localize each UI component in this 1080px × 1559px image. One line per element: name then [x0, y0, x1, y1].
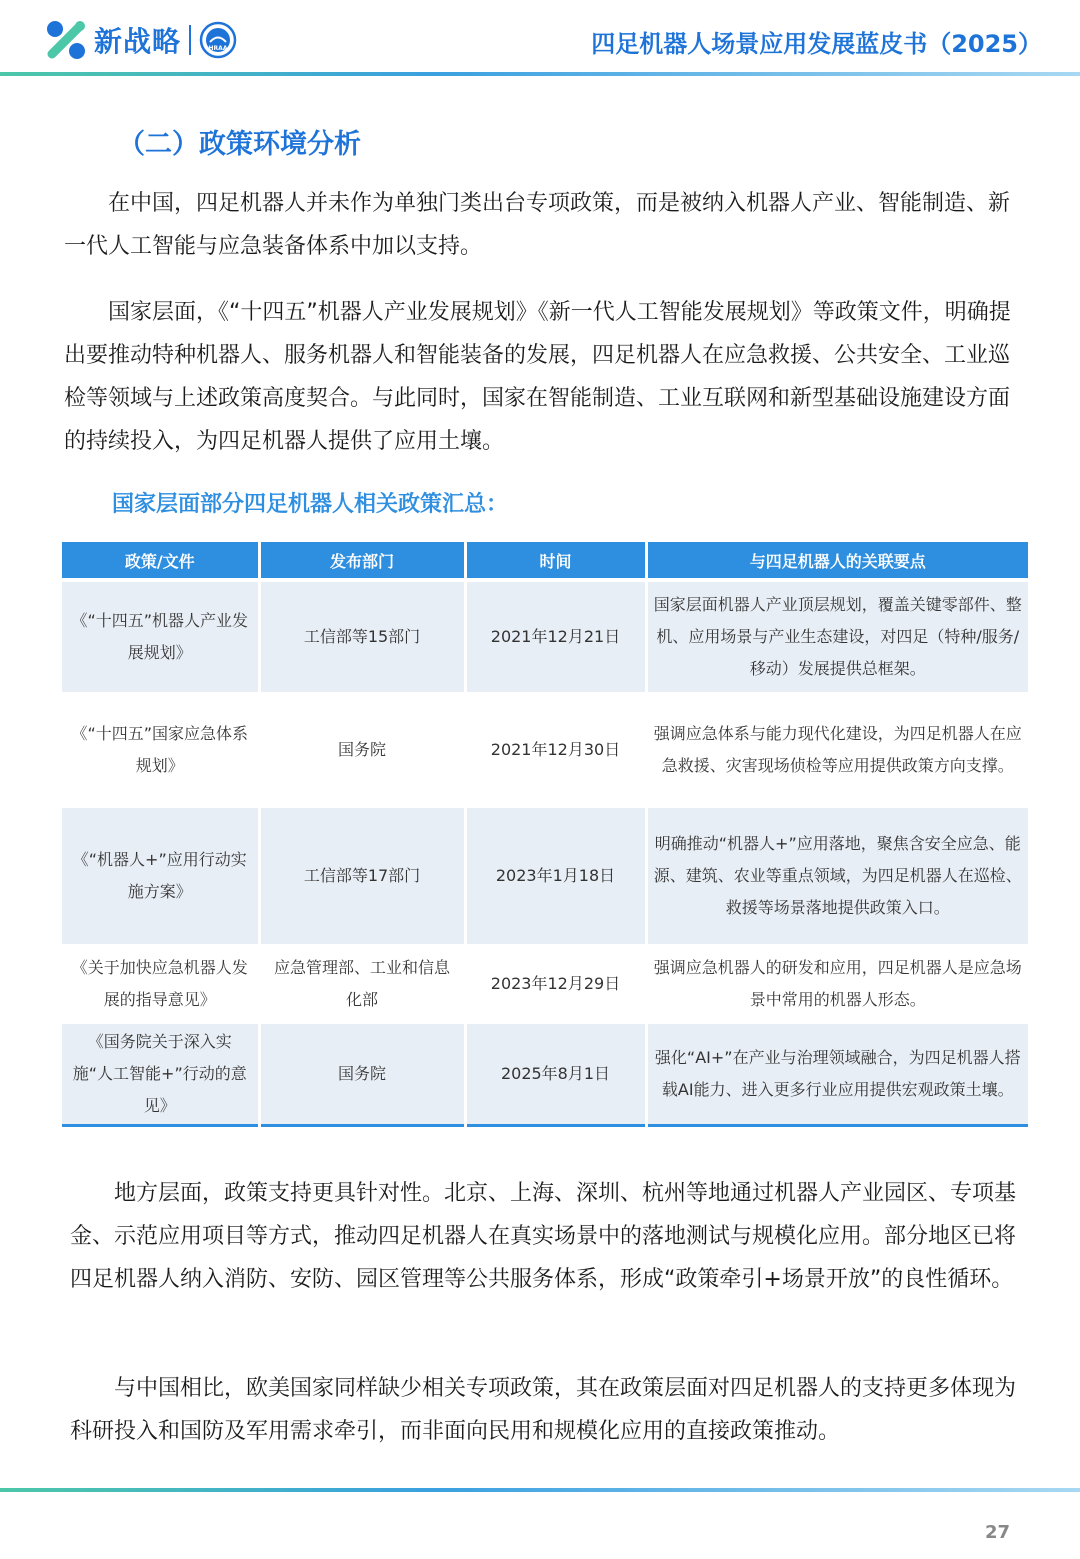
cell-relevance: 国家层面机器人产业顶层规划，覆盖关键零部件、整机、应用场景与产业生态建设，对四足（特种/服务/移动）发展提供总框架。	[646, 580, 1028, 694]
brand-name: 新战略	[94, 25, 182, 58]
brand-logo-icon	[44, 18, 88, 62]
paragraph-intro: 在中国，四足机器人并未作为单独门类出台专项政策，而是被纳入机器人产业、智能制造、新一代人工智能与应急装备体系中加以支持。	[64, 191, 1011, 259]
cell-date: 2023年1月18日	[465, 806, 646, 946]
column-header-relevance: 与四足机器人的关联要点	[646, 542, 1028, 580]
cell-department: 工信部等17部门	[259, 806, 465, 946]
cell-relevance: 强化“AI+”在产业与治理领域融合，为四足机器人搭载AI能力、进入更多行业应用提供宏观政策土壤。	[646, 1022, 1028, 1126]
column-header-date: 时间	[465, 542, 646, 580]
column-header-department: 发布部门	[259, 542, 465, 580]
badge-text: HRAA	[208, 45, 228, 52]
logo-divider	[189, 25, 191, 55]
column-header-policy: 政策/文件	[62, 542, 259, 580]
cell-department: 国务院	[259, 1022, 465, 1126]
brand-logo	[44, 18, 237, 62]
table-header-row	[62, 542, 1028, 580]
page-header	[0, 0, 1080, 80]
table-row	[62, 946, 1028, 1022]
paragraph-national: 国家层面，《“十四五”机器人产业发展规划》《新一代人工智能发展规划》等政策文件，明确提出要推动特种机器人、服务机器人和智能装备的发展，四足机器人在应急救援、公共安全、工业巡检等领域与上述政策高度契合。与此同时，国家在智能制造、工业互联网和新型基础设施建设方面的持续投入，为四足机器人提供了应用土壤。	[64, 300, 1011, 454]
table-row	[62, 1022, 1028, 1126]
cell-department: 国务院	[259, 694, 465, 806]
cell-policy: 《“机器人+”应用行动实施方案》	[62, 806, 259, 946]
page-number: 27	[984, 1522, 1010, 1543]
paragraph-international: 与中国相比，欧美国家同样缺少相关专项政策，其在政策层面对四足机器人的支持更多体现为科研投入和国防及军用需求牵引，而非面向民用和规模化应用的直接政策推动。	[70, 1376, 1017, 1444]
table-row	[62, 694, 1028, 806]
cell-date: 2021年12月21日	[465, 580, 646, 694]
table-row	[62, 806, 1028, 946]
cell-policy: 《“十四五”国家应急体系规划》	[62, 694, 259, 806]
header-divider	[0, 72, 1080, 76]
document-title: 四足机器人场景应用发展蓝皮书（2025）	[591, 30, 1042, 58]
cell-relevance: 强调应急机器人的研发和应用，四足机器人是应急场景中常用的机器人形态。	[646, 946, 1028, 1022]
paragraph-local: 地方层面，政策支持更具针对性。北京、上海、深圳、杭州等地通过机器人产业园区、专项基金、示范应用项目等方式，推动四足机器人在真实场景中的落地测试与规模化应用。部分地区已将四足机器人纳入消防、安防、园区管理等公共服务体系，形成“政策牵引+场景开放”的良性循环。	[70, 1181, 1017, 1292]
cell-relevance: 强调应急体系与能力现代化建设，为四足机器人在应急救援、灾害现场侦检等应用提供政策方向支撑。	[646, 694, 1028, 806]
cell-policy: 《国务院关于深入实施“人工智能+”行动的意见》	[62, 1022, 259, 1126]
footer-divider	[0, 1488, 1080, 1492]
section-title: （二）政策环境分析	[118, 129, 361, 160]
cell-policy: 《关于加快应急机器人发展的指导意见》	[62, 946, 259, 1022]
cell-department: 应急管理部、工业和信息化部	[259, 946, 465, 1022]
table-row	[62, 580, 1028, 694]
association-badge-icon	[199, 21, 237, 59]
cell-policy: 《“十四五”机器人产业发展规划》	[62, 580, 259, 694]
cell-date: 2025年8月1日	[465, 1022, 646, 1126]
cell-date: 2023年12月29日	[465, 946, 646, 1022]
cell-department: 工信部等15部门	[259, 580, 465, 694]
cell-date: 2021年12月30日	[465, 694, 646, 806]
cell-relevance: 明确推动“机器人+”应用落地，聚焦含安全应急、能源、建筑、农业等重点领域，为四足机器人在巡检、救援等场景落地提供政策入口。	[646, 806, 1028, 946]
policy-table	[62, 542, 1028, 1127]
table-caption: 国家层面部分四足机器人相关政策汇总：	[112, 492, 509, 517]
